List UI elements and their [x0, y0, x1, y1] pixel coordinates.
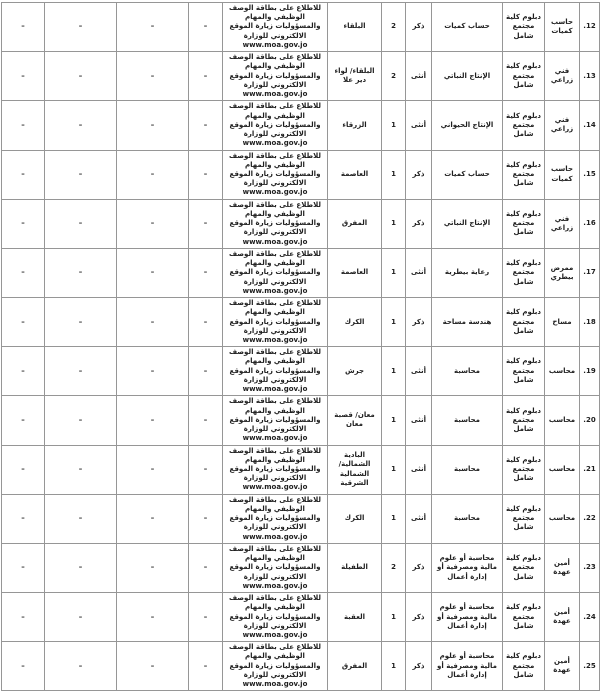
work-location-cell: البادية الشمالية/ الشمالية الشرقية [328, 445, 382, 494]
count-cell: 2 [382, 3, 406, 52]
specialty-cell: حساب كميات [432, 3, 503, 52]
specialty-cell: حساب كميات [432, 150, 503, 199]
count-cell: 1 [382, 150, 406, 199]
vacancy-row [2, 593, 600, 642]
empty-dash-cell: – [117, 543, 189, 592]
vacancy-row [2, 298, 600, 347]
gender-cell: أنثى [406, 347, 432, 396]
empty-dash-cell: – [2, 52, 45, 101]
empty-dash-cell: – [45, 150, 117, 199]
specialty-cell: رعاية بيطرية [432, 248, 503, 297]
specialty-cell: محاسبة [432, 396, 503, 445]
empty-dash-cell: – [45, 298, 117, 347]
specialty-cell: محاسبة أو علوم مالية ومصرفية أو إدارة أعمال [432, 543, 503, 592]
qualification-cell: دبلوم كلية مجتمع شامل [503, 543, 545, 592]
gender-cell: ذكر [406, 150, 432, 199]
empty-dash-cell: – [189, 642, 223, 691]
qualification-cell: دبلوم كلية مجتمع شامل [503, 298, 545, 347]
specialty-cell: محاسبة [432, 445, 503, 494]
empty-dash-cell: – [189, 347, 223, 396]
qualification-cell: دبلوم كلية مجتمع شامل [503, 494, 545, 543]
empty-dash-cell: – [117, 199, 189, 248]
notes-cell: للاطلاع على بطاقة الوصف الوظيفي والمهام والمسؤوليات زيارة الموقع الالكتروني للوزارة www.moa.gov.jo [223, 642, 328, 691]
empty-dash-cell: – [117, 593, 189, 642]
notes-cell: للاطلاع على بطاقة الوصف الوظيفي والمهام والمسؤوليات زيارة الموقع الالكتروني للوزارة www.moa.gov.jo [223, 150, 328, 199]
work-location-cell: المفرق [328, 642, 382, 691]
empty-dash-cell: – [2, 3, 45, 52]
qualification-cell: دبلوم كلية مجتمع شامل [503, 52, 545, 101]
qualification-cell: دبلوم كلية مجتمع شامل [503, 642, 545, 691]
notes-cell: للاطلاع على بطاقة الوصف الوظيفي والمهام والمسؤوليات زيارة الموقع الالكتروني للوزارة www.moa.gov.jo [223, 347, 328, 396]
row-number-cell: 16. [580, 199, 600, 248]
empty-dash-cell: – [2, 445, 45, 494]
count-cell: 1 [382, 199, 406, 248]
notes-cell: للاطلاع على بطاقة الوصف الوظيفي والمهام والمسؤوليات زيارة الموقع الالكتروني للوزارة www.moa.gov.jo [223, 445, 328, 494]
job-title-cell: فني زراعي [545, 52, 580, 101]
empty-dash-cell: – [189, 543, 223, 592]
count-cell: 2 [382, 543, 406, 592]
vacancies-table [1, 2, 600, 691]
qualification-cell: دبلوم كلية مجتمع شامل [503, 199, 545, 248]
job-title-cell: حاسب كميات [545, 3, 580, 52]
empty-dash-cell: – [189, 396, 223, 445]
empty-dash-cell: – [2, 347, 45, 396]
count-cell: 1 [382, 593, 406, 642]
vacancy-row [2, 248, 600, 297]
job-title-cell: فني زراعي [545, 199, 580, 248]
job-title-cell: فني زراعي [545, 101, 580, 150]
empty-dash-cell: – [45, 494, 117, 543]
empty-dash-cell: – [2, 494, 45, 543]
empty-dash-cell: – [189, 494, 223, 543]
empty-dash-cell: – [117, 101, 189, 150]
gender-cell: أنثى [406, 101, 432, 150]
qualification-cell: دبلوم كلية مجتمع شامل [503, 593, 545, 642]
count-cell: 1 [382, 248, 406, 297]
empty-dash-cell: – [45, 248, 117, 297]
notes-cell: للاطلاع على بطاقة الوصف الوظيفي والمهام والمسؤوليات زيارة الموقع الالكتروني للوزارة www.moa.gov.jo [223, 593, 328, 642]
work-location-cell: العاصمة [328, 248, 382, 297]
count-cell: 1 [382, 494, 406, 543]
work-location-cell: الكرك [328, 298, 382, 347]
empty-dash-cell: – [2, 248, 45, 297]
row-number-cell: 23. [580, 543, 600, 592]
qualification-cell: دبلوم كلية مجتمع شامل [503, 347, 545, 396]
empty-dash-cell: – [45, 347, 117, 396]
vacancy-row [2, 199, 600, 248]
empty-dash-cell: – [2, 298, 45, 347]
notes-cell: للاطلاع على بطاقة الوصف الوظيفي والمهام والمسؤوليات زيارة الموقع الالكتروني للوزارة www.moa.gov.jo [223, 3, 328, 52]
row-number-cell: 18. [580, 298, 600, 347]
empty-dash-cell: – [45, 52, 117, 101]
empty-dash-cell: – [189, 248, 223, 297]
gender-cell: ذكر [406, 298, 432, 347]
specialty-cell: هندسة مساحة [432, 298, 503, 347]
notes-cell: للاطلاع على بطاقة الوصف الوظيفي والمهام والمسؤوليات زيارة الموقع الالكتروني للوزارة www.moa.gov.jo [223, 199, 328, 248]
vacancy-row [2, 101, 600, 150]
count-cell: 2 [382, 52, 406, 101]
gender-cell: ذكر [406, 3, 432, 52]
notes-cell: للاطلاع على بطاقة الوصف الوظيفي والمهام والمسؤوليات زيارة الموقع الالكتروني للوزارة www.moa.gov.jo [223, 248, 328, 297]
work-location-cell: جرش [328, 347, 382, 396]
qualification-cell: دبلوم كلية مجتمع شامل [503, 3, 545, 52]
vacancy-row [2, 543, 600, 592]
row-number-cell: 14. [580, 101, 600, 150]
empty-dash-cell: – [117, 298, 189, 347]
specialty-cell: محاسبة [432, 347, 503, 396]
empty-dash-cell: – [189, 298, 223, 347]
vacancy-row [2, 347, 600, 396]
job-title-cell: مساح [545, 298, 580, 347]
specialty-cell: محاسبة أو علوم مالية ومصرفية أو إدارة أعمال [432, 642, 503, 691]
empty-dash-cell: – [189, 150, 223, 199]
row-number-cell: 17. [580, 248, 600, 297]
count-cell: 1 [382, 396, 406, 445]
empty-dash-cell: – [2, 199, 45, 248]
empty-dash-cell: – [45, 199, 117, 248]
specialty-cell: محاسبة [432, 494, 503, 543]
empty-dash-cell: – [2, 101, 45, 150]
notes-cell: للاطلاع على بطاقة الوصف الوظيفي والمهام والمسؤوليات زيارة الموقع الالكتروني للوزارة www.moa.gov.jo [223, 101, 328, 150]
empty-dash-cell: – [117, 52, 189, 101]
work-location-cell: معان/ قصبة معان [328, 396, 382, 445]
qualification-cell: دبلوم كلية مجتمع شامل [503, 445, 545, 494]
job-title-cell: محاسب [545, 445, 580, 494]
empty-dash-cell: – [2, 593, 45, 642]
empty-dash-cell: – [189, 3, 223, 52]
qualification-cell: دبلوم كلية مجتمع شامل [503, 396, 545, 445]
vacancy-row [2, 150, 600, 199]
work-location-cell: الطفيلة [328, 543, 382, 592]
vacancy-row [2, 494, 600, 543]
job-title-cell: أمين عهدة [545, 543, 580, 592]
gender-cell: ذكر [406, 543, 432, 592]
empty-dash-cell: – [2, 396, 45, 445]
job-title-cell: محاسب [545, 347, 580, 396]
qualification-cell: دبلوم كلية مجتمع شامل [503, 248, 545, 297]
notes-cell: للاطلاع على بطاقة الوصف الوظيفي والمهام والمسؤوليات زيارة الموقع الالكتروني للوزارة www.moa.gov.jo [223, 298, 328, 347]
work-location-cell: البلقاء/ لواء دير علا [328, 52, 382, 101]
empty-dash-cell: – [117, 347, 189, 396]
qualification-cell: دبلوم كلية مجتمع شامل [503, 150, 545, 199]
gender-cell: ذكر [406, 199, 432, 248]
notes-cell: للاطلاع على بطاقة الوصف الوظيفي والمهام والمسؤوليات زيارة الموقع الالكتروني للوزارة www.moa.gov.jo [223, 52, 328, 101]
empty-dash-cell: – [117, 3, 189, 52]
gender-cell: أنثى [406, 396, 432, 445]
specialty-cell: محاسبة أو علوم مالية ومصرفية أو إدارة أعمال [432, 593, 503, 642]
empty-dash-cell: – [45, 642, 117, 691]
row-number-cell: 19. [580, 347, 600, 396]
work-location-cell: البلقاء [328, 3, 382, 52]
empty-dash-cell: – [189, 52, 223, 101]
empty-dash-cell: – [45, 101, 117, 150]
specialty-cell: الإنتاج الحيواني [432, 101, 503, 150]
vacancy-row [2, 3, 600, 52]
gender-cell: أنثى [406, 248, 432, 297]
empty-dash-cell: – [45, 543, 117, 592]
specialty-cell: الإنتاج النباتي [432, 52, 503, 101]
count-cell: 1 [382, 101, 406, 150]
vacancy-row [2, 396, 600, 445]
row-number-cell: 20. [580, 396, 600, 445]
row-number-cell: 15. [580, 150, 600, 199]
notes-cell: للاطلاع على بطاقة الوصف الوظيفي والمهام والمسؤوليات زيارة الموقع الالكتروني للوزارة www.moa.gov.jo [223, 494, 328, 543]
gender-cell: أنثى [406, 494, 432, 543]
vacancy-row [2, 52, 600, 101]
empty-dash-cell: – [189, 593, 223, 642]
job-title-cell: أمين عهدة [545, 593, 580, 642]
gender-cell: أنثى [406, 445, 432, 494]
empty-dash-cell: – [117, 494, 189, 543]
work-location-cell: الكرك [328, 494, 382, 543]
empty-dash-cell: – [117, 396, 189, 445]
empty-dash-cell: – [2, 150, 45, 199]
job-title-cell: حاسب كميات [545, 150, 580, 199]
work-location-cell: العاصمة [328, 150, 382, 199]
empty-dash-cell: – [45, 593, 117, 642]
row-number-cell: 22. [580, 494, 600, 543]
count-cell: 1 [382, 347, 406, 396]
empty-dash-cell: – [45, 3, 117, 52]
work-location-cell: المفرق [328, 199, 382, 248]
qualification-cell: دبلوم كلية مجتمع شامل [503, 101, 545, 150]
row-number-cell: 13. [580, 52, 600, 101]
empty-dash-cell: – [117, 642, 189, 691]
row-number-cell: 24. [580, 593, 600, 642]
vacancy-row [2, 445, 600, 494]
empty-dash-cell: – [2, 642, 45, 691]
work-location-cell: الزرقاء [328, 101, 382, 150]
specialty-cell: الإنتاج النباتي [432, 199, 503, 248]
empty-dash-cell: – [189, 101, 223, 150]
work-location-cell: العقبة [328, 593, 382, 642]
count-cell: 1 [382, 445, 406, 494]
notes-cell: للاطلاع على بطاقة الوصف الوظيفي والمهام والمسؤوليات زيارة الموقع الالكتروني للوزارة www.moa.gov.jo [223, 543, 328, 592]
row-number-cell: 25. [580, 642, 600, 691]
row-number-cell: 12. [580, 3, 600, 52]
job-title-cell: محاسب [545, 494, 580, 543]
count-cell: 1 [382, 298, 406, 347]
empty-dash-cell: – [189, 445, 223, 494]
job-title-cell: أمين عهدة [545, 642, 580, 691]
gender-cell: ذكر [406, 642, 432, 691]
row-number-cell: 21. [580, 445, 600, 494]
count-cell: 1 [382, 642, 406, 691]
empty-dash-cell: – [2, 543, 45, 592]
empty-dash-cell: – [45, 396, 117, 445]
vacancy-row [2, 642, 600, 691]
gender-cell: أنثى [406, 52, 432, 101]
empty-dash-cell: – [189, 199, 223, 248]
empty-dash-cell: – [117, 248, 189, 297]
job-title-cell: محاسب [545, 396, 580, 445]
job-title-cell: ممرض بيطري [545, 248, 580, 297]
empty-dash-cell: – [45, 445, 117, 494]
empty-dash-cell: – [117, 150, 189, 199]
gender-cell: ذكر [406, 593, 432, 642]
notes-cell: للاطلاع على بطاقة الوصف الوظيفي والمهام والمسؤوليات زيارة الموقع الالكتروني للوزارة www.moa.gov.jo [223, 396, 328, 445]
empty-dash-cell: – [117, 445, 189, 494]
